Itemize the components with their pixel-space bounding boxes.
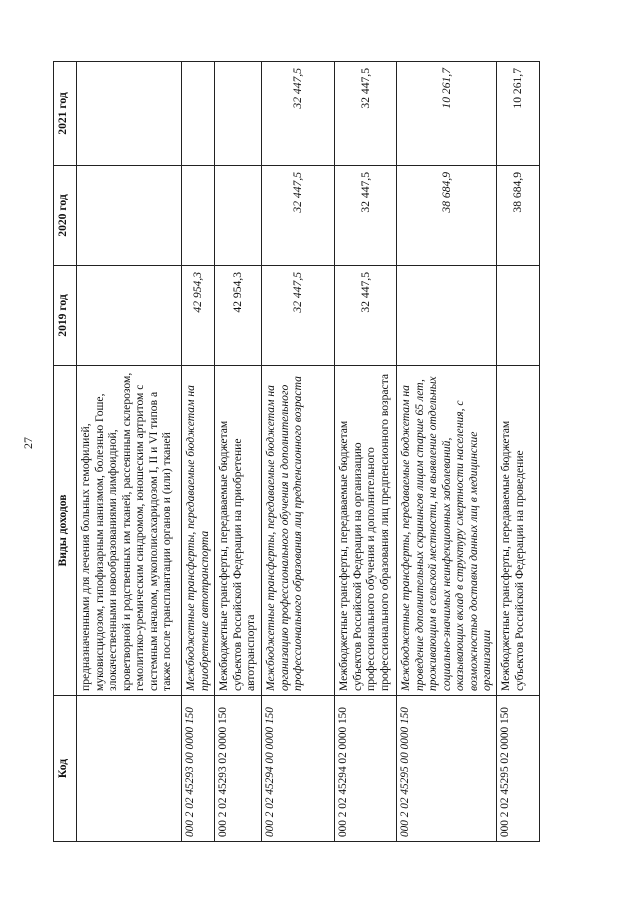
cell-2019 — [397, 266, 497, 366]
cell-2020: 32 447,5 — [335, 166, 397, 266]
header-year-2020: 2020 год — [54, 166, 77, 266]
cell-code: 000 2 02 45295 02 0000 150 — [496, 696, 539, 842]
table-row — [182, 62, 215, 842]
cell-2019: 42 954,3 — [215, 266, 262, 366]
table-row — [215, 62, 262, 842]
cell-2021: 32 447,5 — [262, 62, 335, 166]
header-code: Код — [54, 696, 77, 842]
cell-2021 — [215, 62, 262, 166]
header-year-2019: 2019 год — [54, 266, 77, 366]
cell-2020: 38 684,9 — [397, 166, 497, 266]
cell-code: 000 2 02 45295 00 0000 150 — [397, 696, 497, 842]
cell-2019: 32 447,5 — [335, 266, 397, 366]
cell-2019 — [77, 266, 182, 366]
cell-2020 — [182, 166, 215, 266]
revenue-table-container — [53, 62, 555, 842]
cell-revenue-type: предназначенными для лечения больных гемофилией, муковисцидозом, гипофизарным нанизмом, болезнью Гоше, злокачественными новообразованиями лимфоидной, кроветворной и родственных им тканей, рассеянным склерозом, гемолитико-уремическим синдромом, юношеским артритом с системным началом, мукополисахаридозом I, II и VI типов а также после трансплантации органов и (или) тканей — [77, 366, 182, 696]
header-revenue-type: Виды доходов — [54, 366, 77, 696]
cell-2020 — [215, 166, 262, 266]
cell-2019: 42 954,3 — [182, 266, 215, 366]
cell-code — [77, 696, 182, 842]
cell-2020: 38 684,9 — [496, 166, 539, 266]
revenue-table — [53, 61, 540, 842]
table-header-row — [54, 62, 77, 842]
cell-2019 — [496, 266, 539, 366]
cell-2021: 10 261,7 — [397, 62, 497, 166]
cell-2019: 32 447,5 — [262, 266, 335, 366]
cell-revenue-type: Межбюджетные трансферты, передаваемые бюджетам субъектов Российской Федерации на проведение — [496, 366, 539, 696]
cell-revenue-type: Межбюджетные трансферты, передаваемые бюджетам субъектов Российской Федерации на приобретение автотранспорта — [215, 366, 262, 696]
cell-2021: 32 447,5 — [335, 62, 397, 166]
cell-2020 — [77, 166, 182, 266]
table-row — [77, 62, 182, 842]
cell-code: 000 2 02 45293 02 0000 150 — [215, 696, 262, 842]
cell-code: 000 2 02 45294 00 0000 150 — [262, 696, 335, 842]
cell-2021 — [77, 62, 182, 166]
table-row — [335, 62, 397, 842]
table-row — [262, 62, 335, 842]
cell-revenue-type: Межбюджетные трансферты, передаваемые бюджетам на приобретение автотранспорта — [182, 366, 215, 696]
cell-revenue-type: Межбюджетные трансферты, передаваемые бюджетам субъектов Российской Федерации на организацию профессионального обучения и дополнительного профессионального образования лиц предпенсионного возраста — [335, 366, 397, 696]
cell-2021 — [182, 62, 215, 166]
cell-code: 000 2 02 45293 00 0000 150 — [182, 696, 215, 842]
page-number: 27 — [21, 437, 35, 449]
cell-code: 000 2 02 45294 02 0000 150 — [335, 696, 397, 842]
cell-revenue-type: Межбюджетные трансферты, передаваемые бюджетам на организацию профессионального обучения и дополнительного профессионального образования лиц предпенсионного возраста — [262, 366, 335, 696]
cell-2020: 32 447,5 — [262, 166, 335, 266]
cell-revenue-type: Межбюджетные трансферты, передаваемые бюджетам на проведение дополнительных скринингов лицам старше 65 лет, проживающим в сельской местности, на выявление отдельных социально-значимых неинфекционных заболеваний, оказывающих вклад в структуру смертности населения, с возможностью доставки данных лиц в медицинские организации — [397, 366, 497, 696]
header-year-2021: 2021 год — [54, 62, 77, 166]
table-row — [496, 62, 539, 842]
cell-2021: 10 261,7 — [496, 62, 539, 166]
table-row — [397, 62, 497, 842]
